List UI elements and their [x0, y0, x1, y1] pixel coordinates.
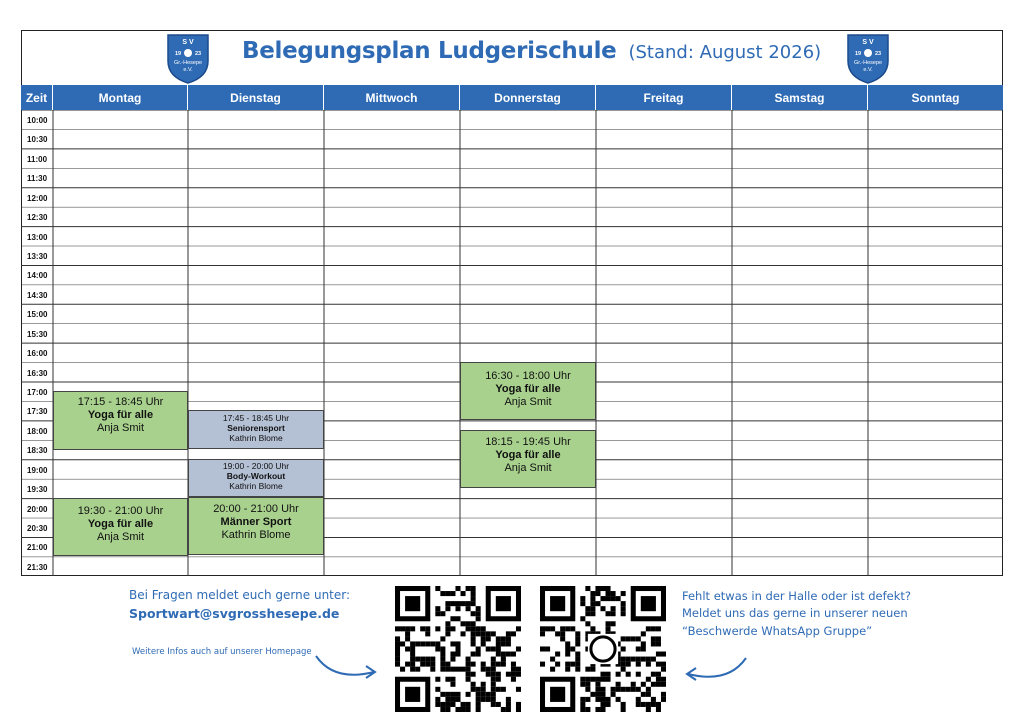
event-dienstag-maenner-sport: 20:00 - 21:00 Uhr Männer Sport Kathrin Blome — [188, 497, 324, 555]
time-label: 17:30 — [27, 407, 48, 417]
time-label: 18:00 — [27, 426, 48, 436]
time-label: 12:30 — [27, 213, 48, 223]
title-bar — [242, 38, 821, 64]
time-label: 14:30 — [27, 290, 48, 300]
svg-text:23: 23 — [874, 51, 882, 57]
event-dienstag-seniorensport: 17:45 - 18:45 Uhr Seniorensport Kathrin Blome — [188, 410, 324, 449]
svg-text:19: 19 — [174, 51, 182, 57]
time-label: 11:00 — [27, 154, 48, 164]
time-label: 11:30 — [27, 174, 48, 184]
whatsapp-qr-code[interactable] — [540, 586, 666, 712]
time-label: 20:30 — [27, 524, 48, 534]
time-label: 14:00 — [27, 271, 48, 281]
time-label: 15:30 — [27, 329, 48, 339]
time-label: 21:00 — [27, 543, 48, 553]
col-header-freitag: Freitag — [596, 85, 732, 110]
time-label: 16:30 — [27, 368, 48, 378]
time-label: 10:30 — [27, 135, 48, 145]
contact-line: Bei Fragen meldet euch gerne unter: — [129, 588, 351, 602]
time-label: 13:30 — [27, 252, 48, 261]
col-header-mittwoch: Mittwoch — [324, 85, 460, 110]
whatsapp-note: Fehlt etwas in der Halle oder ist defekt? Meldet uns das gerne in unserer neuen “Beschwerde WhatsApp Gruppe” — [682, 589, 912, 638]
club-logo-right — [845, 33, 891, 85]
time-label: 20:00 — [27, 504, 48, 514]
time-label: 16:00 — [27, 349, 48, 359]
page-title: Belegungsplan Ludgerischule — [242, 38, 617, 64]
time-label: 18:30 — [27, 446, 48, 456]
page-subtitle: (Stand: August 2026) — [628, 42, 822, 63]
col-header-montag: Montag — [53, 85, 188, 110]
svg-text:S V: S V — [182, 39, 194, 46]
col-header-zeit: Zeit — [21, 85, 53, 110]
club-logo-left — [165, 33, 211, 85]
svg-text:e.V.: e.V. — [183, 67, 193, 73]
col-header-donnerstag: Donnerstag — [460, 85, 596, 110]
col-header-dienstag: Dienstag — [188, 85, 324, 110]
time-label: 21:30 — [27, 562, 48, 572]
svg-text:23: 23 — [194, 51, 202, 57]
event-montag-yoga-2: 19:30 - 21:00 Uhr Yoga für alle Anja Smit — [53, 498, 188, 556]
time-label: 12:00 — [27, 193, 48, 203]
event-donnerstag-yoga-2: 18:15 - 19:45 Uhr Yoga für alle Anja Smit — [460, 430, 596, 488]
event-dienstag-body-workout: 19:00 - 20:00 Uhr Body-Workout Kathrin Blome — [188, 459, 324, 497]
svg-text:19: 19 — [854, 51, 862, 57]
col-header-sonntag: Sonntag — [868, 85, 1003, 110]
col-header-samstag: Samstag — [732, 85, 868, 110]
svg-text:e.V.: e.V. — [863, 67, 873, 73]
arrow-to-whatsapp-qr-icon — [680, 652, 750, 686]
time-label: 19:30 — [27, 485, 48, 495]
arrow-to-homepage-qr-icon — [312, 650, 382, 684]
event-donnerstag-yoga-1: 16:30 - 18:00 Uhr Yoga für alle Anja Smit — [460, 362, 596, 420]
homepage-qr-code[interactable] — [395, 586, 521, 712]
event-montag-yoga-1: 17:15 - 18:45 Uhr Yoga für alle Anja Smit — [53, 391, 188, 450]
time-label: 15:00 — [27, 310, 48, 320]
homepage-note: Weitere Infos auch auf unserer Homepage — [132, 647, 312, 657]
time-label: 17:00 — [27, 388, 48, 398]
contact-email[interactable]: Sportwart@svgrosshesepe.de — [129, 606, 340, 621]
svg-text:Gr.-Hesepe: Gr.-Hesepe — [173, 60, 203, 66]
time-label: 13:00 — [27, 232, 48, 242]
time-label: 19:00 — [27, 465, 48, 475]
svg-text:S V: S V — [862, 39, 874, 46]
time-label: 10:00 — [27, 116, 48, 125]
svg-text:Gr.-Hesepe: Gr.-Hesepe — [853, 60, 883, 66]
